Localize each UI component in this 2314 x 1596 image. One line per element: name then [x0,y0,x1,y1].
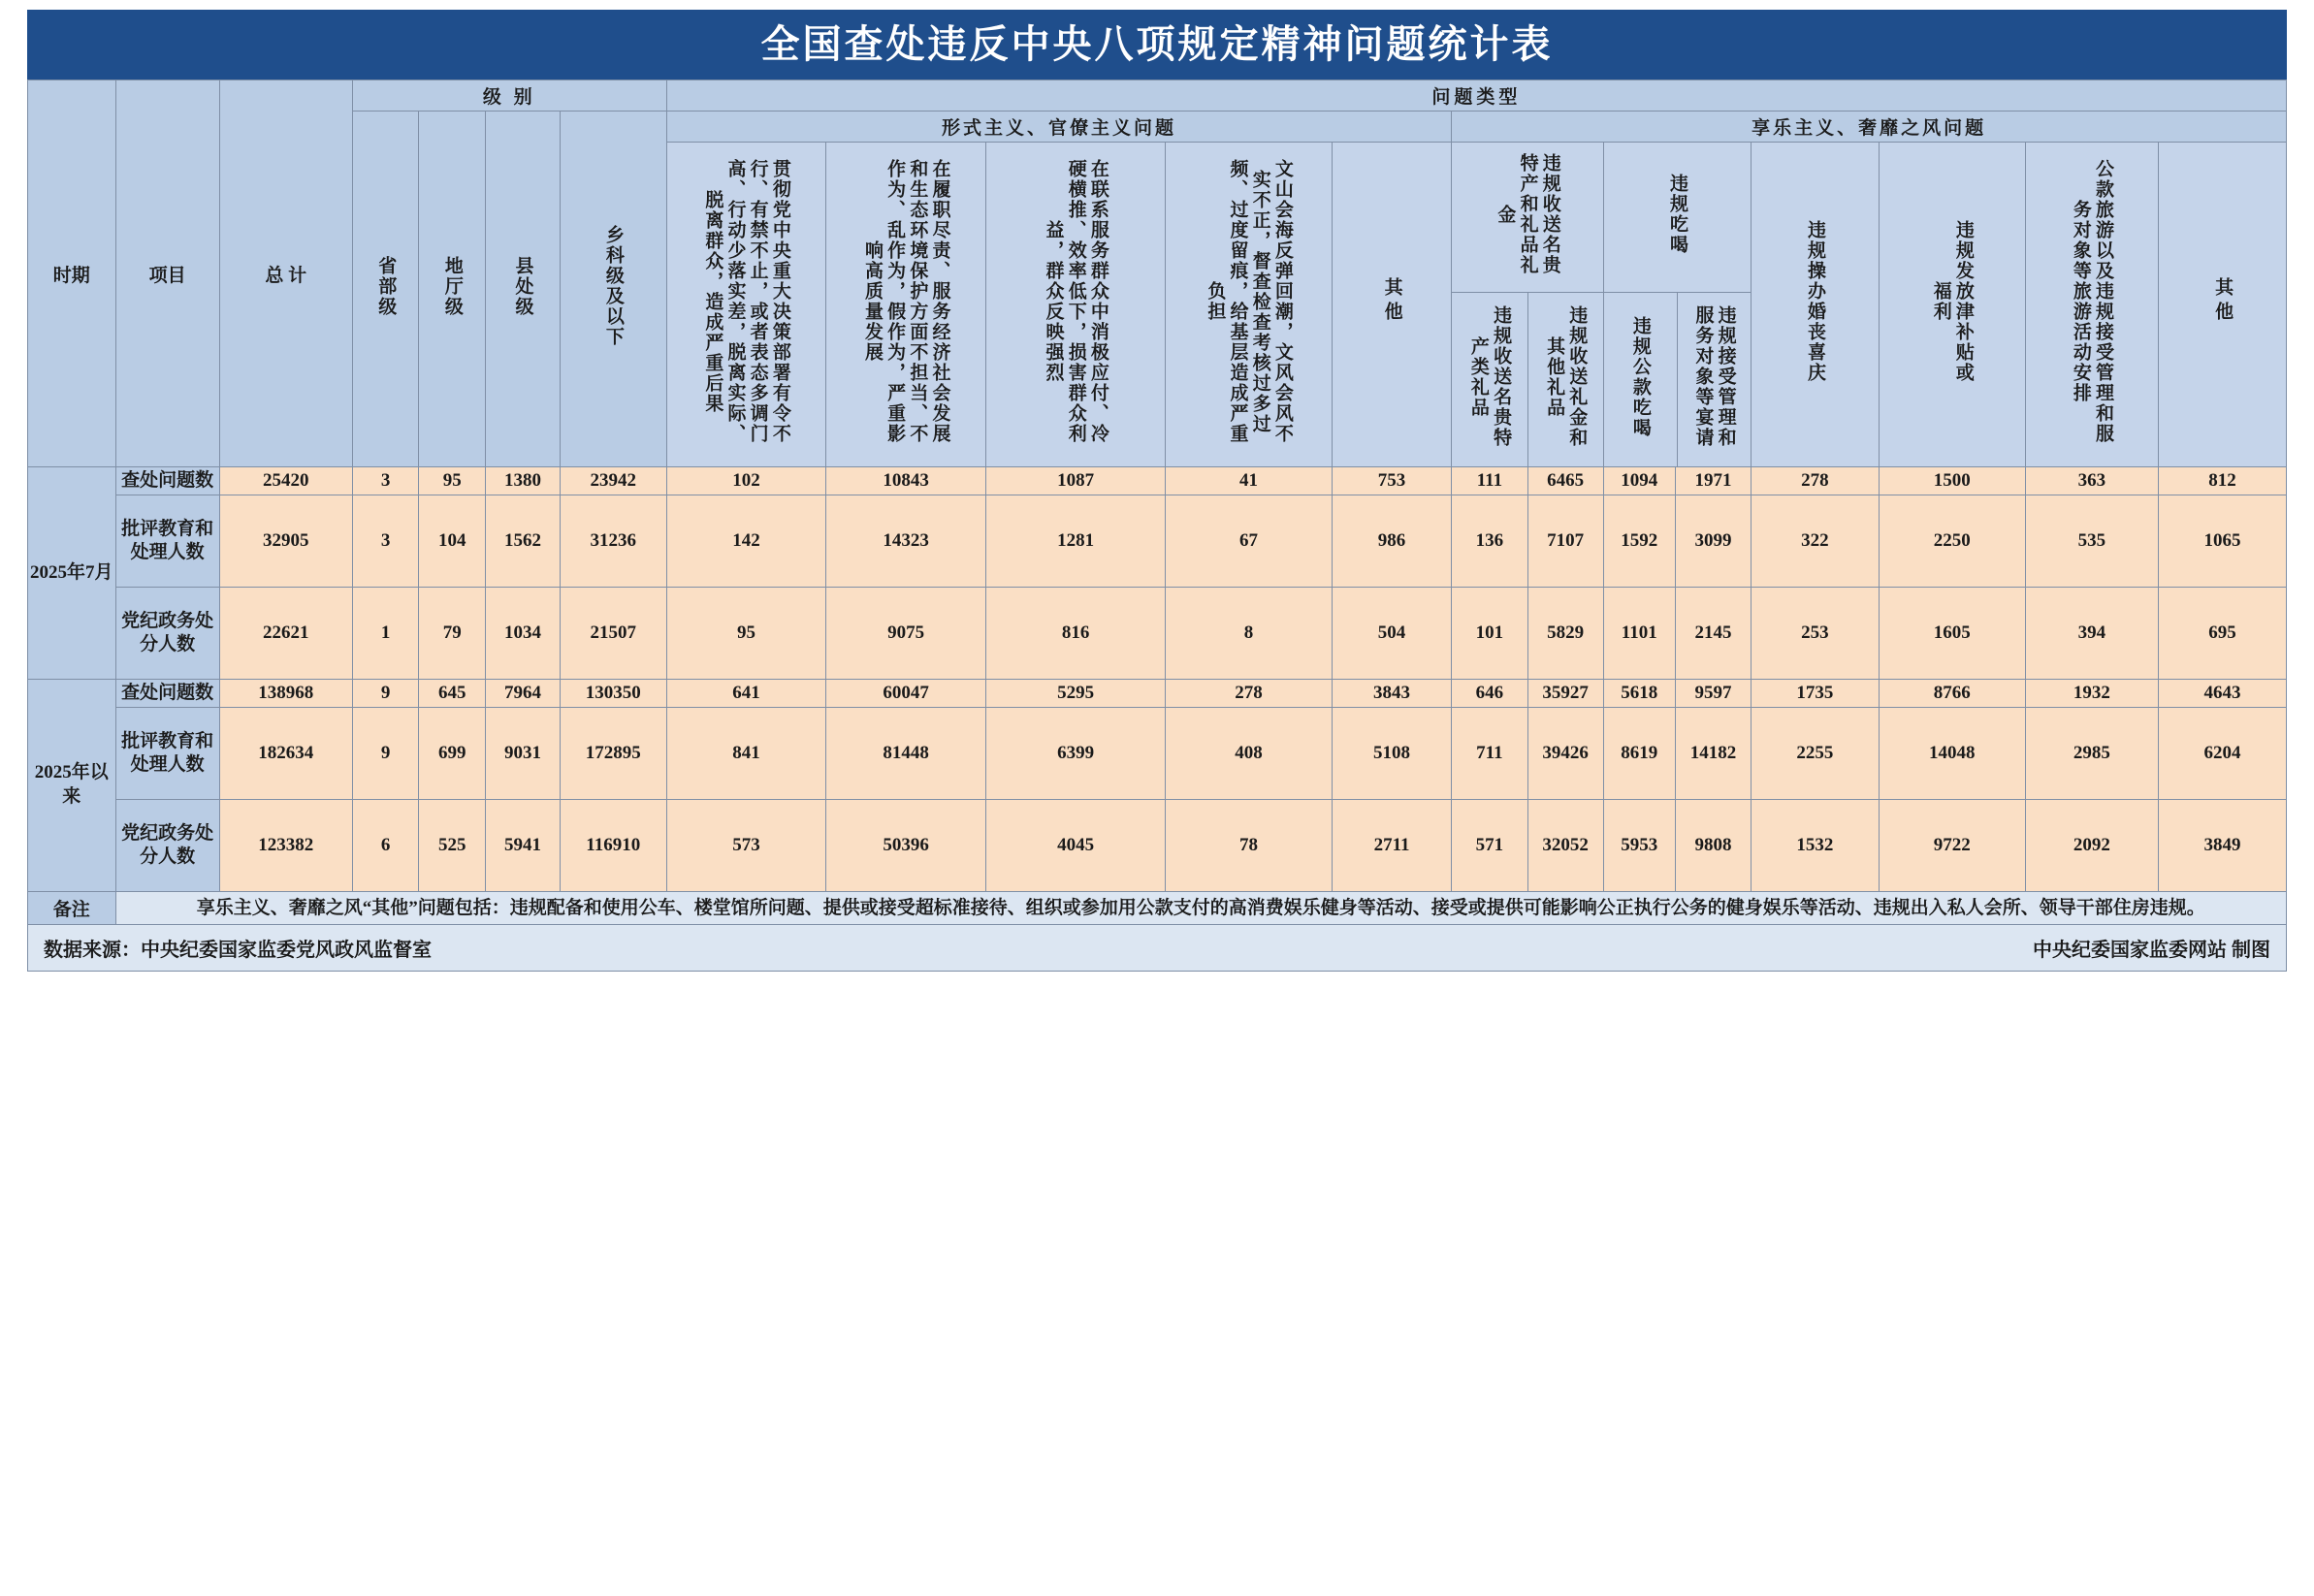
cell-level-2: 95 [419,467,486,495]
cell-gift-2: 32052 [1527,799,1603,891]
header-hedonism-group: 享乐主义、奢靡之风问题 [1452,112,2287,143]
cell-gift-2: 6465 [1527,467,1603,495]
header-hedonism-eat-group: 违规吃喝 [1604,143,1751,293]
cell-formalism-4: 8 [1166,587,1333,679]
cell-hedonism-other: 3849 [2158,799,2286,891]
cell-level-4: 172895 [560,707,666,799]
cell-gift-1: 101 [1452,587,1527,679]
cell-formalism-2: 9075 [826,587,986,679]
cell-level-1: 9 [352,679,419,707]
row-label: 批评教育和处理人数 [115,495,219,587]
cell-eat-2: 2145 [1675,587,1751,679]
cell-formalism-other: 986 [1332,495,1452,587]
cell-level-3: 7964 [486,679,561,707]
cell-gift-1: 136 [1452,495,1527,587]
cell-level-2: 525 [419,799,486,891]
cell-hedonism-other: 695 [2158,587,2286,679]
cell-total: 32905 [219,495,352,587]
cell-subsidy: 14048 [1879,707,2025,799]
cell-level-3: 1034 [486,587,561,679]
cell-wedding: 1532 [1752,799,1880,891]
header-hedonism-wedding: 违规操办婚丧喜庆 [1752,143,1880,467]
cell-total: 138968 [219,679,352,707]
header-level-group: 级 别 [352,80,666,112]
cell-formalism-2: 81448 [826,707,986,799]
cell-formalism-other: 504 [1332,587,1452,679]
cell-level-4: 21507 [560,587,666,679]
header-formalism-col-1: 贯彻党中央重大决策部署有令不行、有禁不止，或者表态多调门高、行动少落实差，脱离实际、脱离群众，造成严重后果 [666,143,826,467]
header-hedonism-gift-col-2: 违规收送礼金和其他礼品 [1544,305,1588,448]
header-formalism-col-other: 其他 [1332,143,1452,467]
row-label: 批评教育和处理人数 [115,707,219,799]
cell-level-4: 130350 [560,679,666,707]
cell-hedonism-other: 4643 [2158,679,2286,707]
cell-gift-1: 646 [1452,679,1527,707]
cell-formalism-2: 10843 [826,467,986,495]
note-label: 备注 [28,891,116,924]
header-hedonism-other: 其他 [2158,143,2286,467]
cell-gift-2: 7107 [1527,495,1603,587]
cell-eat-2: 9808 [1675,799,1751,891]
cell-subsidy: 1500 [1879,467,2025,495]
cell-total: 25420 [219,467,352,495]
footer-source: 数据来源：中央纪委国家监委党风政风监督室 [44,939,432,961]
period-label-since: 2025年以来 [28,679,116,891]
cell-formalism-4: 408 [1166,707,1333,799]
cell-level-3: 9031 [486,707,561,799]
cell-subsidy: 2250 [1879,495,2025,587]
cell-wedding: 278 [1752,467,1880,495]
cell-level-4: 116910 [560,799,666,891]
cell-travel: 1932 [2025,679,2158,707]
cell-hedonism-other: 6204 [2158,707,2286,799]
cell-formalism-2: 60047 [826,679,986,707]
header-problem-type-group: 问题类型 [666,80,2286,112]
row-label: 党纪政务处分人数 [115,587,219,679]
cell-wedding: 253 [1752,587,1880,679]
cell-travel: 2092 [2025,799,2158,891]
header-row-1 [28,80,2287,112]
cell-eat-2: 3099 [1675,495,1751,587]
row-label: 党纪政务处分人数 [115,799,219,891]
cell-total: 123382 [219,799,352,891]
cell-level-1: 6 [352,799,419,891]
cell-formalism-3: 6399 [986,707,1166,799]
header-hedonism-gift-col-1: 违规收送名贵特产类礼品 [1452,293,1527,466]
cell-level-4: 31236 [560,495,666,587]
cell-formalism-other: 753 [1332,467,1452,495]
cell-wedding: 2255 [1752,707,1880,799]
cell-level-2: 699 [419,707,486,799]
header-hedonism-subsidy: 违规发放津补贴或福利 [1879,143,2025,467]
cell-formalism-other: 3843 [1332,679,1452,707]
cell-travel: 363 [2025,467,2158,495]
cell-formalism-2: 14323 [826,495,986,587]
header-row-2 [28,112,2287,143]
cell-formalism-3: 4045 [986,799,1166,891]
page-title: 全国查处违反中央八项规定精神问题统计表 [27,10,2287,80]
cell-gift-1: 711 [1452,707,1527,799]
cell-level-2: 104 [419,495,486,587]
header-item: 项目 [115,80,219,467]
cell-formalism-1: 641 [666,679,826,707]
header-hedonism-eat-col-2: 违规接受管理和服务对象等宴请 [1692,305,1736,448]
table-row [28,679,2287,707]
period-label-july: 2025年7月 [28,467,116,680]
cell-subsidy: 8766 [1879,679,2025,707]
cell-subsidy: 1605 [1879,587,2025,679]
cell-level-3: 1562 [486,495,561,587]
cell-formalism-1: 102 [666,467,826,495]
cell-eat-1: 1592 [1603,495,1675,587]
cell-formalism-2: 50396 [826,799,986,891]
row-label: 查处问题数 [115,679,219,707]
cell-hedonism-other: 812 [2158,467,2286,495]
cell-formalism-3: 1087 [986,467,1166,495]
cell-hedonism-other: 1065 [2158,495,2286,587]
header-formalism-col-3: 在联系服务群众中消极应付、冷硬横推、效率低下，损害群众利益，群众反映强烈 [986,143,1166,467]
cell-gift-2: 35927 [1527,679,1603,707]
footer [27,925,2287,972]
cell-eat-2: 1971 [1675,467,1751,495]
cell-formalism-1: 95 [666,587,826,679]
cell-eat-2: 14182 [1675,707,1751,799]
cell-total: 182634 [219,707,352,799]
header-level-xiangke: 乡科级及以下 [560,112,666,467]
cell-formalism-1: 841 [666,707,826,799]
cell-total: 22621 [219,587,352,679]
cell-level-4: 23942 [560,467,666,495]
cell-level-1: 1 [352,587,419,679]
cell-formalism-1: 573 [666,799,826,891]
table-row [28,587,2287,679]
header-level-sheng: 省部级 [352,112,419,467]
header-level-diting: 地厅级 [419,112,486,467]
header-hedonism-gift-group: 违规收送名贵特产和礼品礼金 [1452,143,1602,293]
row-label: 查处问题数 [115,467,219,495]
cell-eat-2: 9597 [1675,679,1751,707]
cell-travel: 2985 [2025,707,2158,799]
header-formalism-group: 形式主义、官僚主义问题 [666,112,1452,143]
header-formalism-col-2: 在履职尽责、服务经济社会发展和生态环境保护方面不担当、不作为、乱作为，假作为，严重影响高质量发展 [826,143,986,467]
table-row [28,467,2287,495]
footer-credit: 中央纪委国家监委网站 制图 [2033,939,2270,961]
cell-eat-1: 5953 [1603,799,1675,891]
header-period: 时期 [28,80,116,467]
note-text: 享乐主义、奢靡之风“其他”问题包括：违规配备和使用公车、楼堂馆所问题、提供或接受超标准接待、组织或参加用公款支付的高消费娱乐健身等活动、接受或提供可能影响公正执行公务的健身娱乐等活动、违规出入私人会所、领导干部住房违规。 [115,891,2286,924]
cell-travel: 394 [2025,587,2158,679]
cell-gift-1: 571 [1452,799,1527,891]
cell-eat-1: 1101 [1603,587,1675,679]
header-total: 总 计 [219,80,352,467]
cell-formalism-3: 816 [986,587,1166,679]
header-formalism-col-4: 文山会海反弹回潮，文风会风不实不正，督查检查考核过多过频、过度留痕，给基层造成严重负担 [1166,143,1333,467]
cell-level-1: 3 [352,467,419,495]
cell-formalism-1: 142 [666,495,826,587]
cell-wedding: 1735 [1752,679,1880,707]
cell-gift-2: 5829 [1527,587,1603,679]
cell-formalism-4: 41 [1166,467,1333,495]
header-hedonism-travel: 公款旅游以及违规接受管理和服务对象等旅游活动安排 [2025,143,2158,467]
cell-eat-1: 1094 [1603,467,1675,495]
header-hedonism-eat-col-1: 违规公款吃喝 [1604,293,1678,466]
cell-eat-1: 8619 [1603,707,1675,799]
cell-formalism-4: 67 [1166,495,1333,587]
statistics-table [27,80,2287,925]
cell-level-3: 1380 [486,467,561,495]
table-row [28,707,2287,799]
cell-level-1: 9 [352,707,419,799]
cell-gift-2: 39426 [1527,707,1603,799]
cell-formalism-4: 78 [1166,799,1333,891]
cell-gift-1: 111 [1452,467,1527,495]
cell-formalism-3: 1281 [986,495,1166,587]
cell-formalism-4: 278 [1166,679,1333,707]
cell-subsidy: 9722 [1879,799,2025,891]
cell-travel: 535 [2025,495,2158,587]
cell-level-1: 3 [352,495,419,587]
cell-eat-1: 5618 [1603,679,1675,707]
header-hedonism-eat-block [1603,143,1751,467]
note-row [28,891,2287,924]
table-row [28,495,2287,587]
cell-level-3: 5941 [486,799,561,891]
header-level-xianchu: 县处级 [486,112,561,467]
cell-formalism-other: 5108 [1332,707,1452,799]
cell-level-2: 79 [419,587,486,679]
cell-level-2: 645 [419,679,486,707]
cell-formalism-other: 2711 [1332,799,1452,891]
cell-wedding: 322 [1752,495,1880,587]
header-hedonism-gift-block [1452,143,1603,467]
table-row [28,799,2287,891]
cell-formalism-3: 5295 [986,679,1166,707]
